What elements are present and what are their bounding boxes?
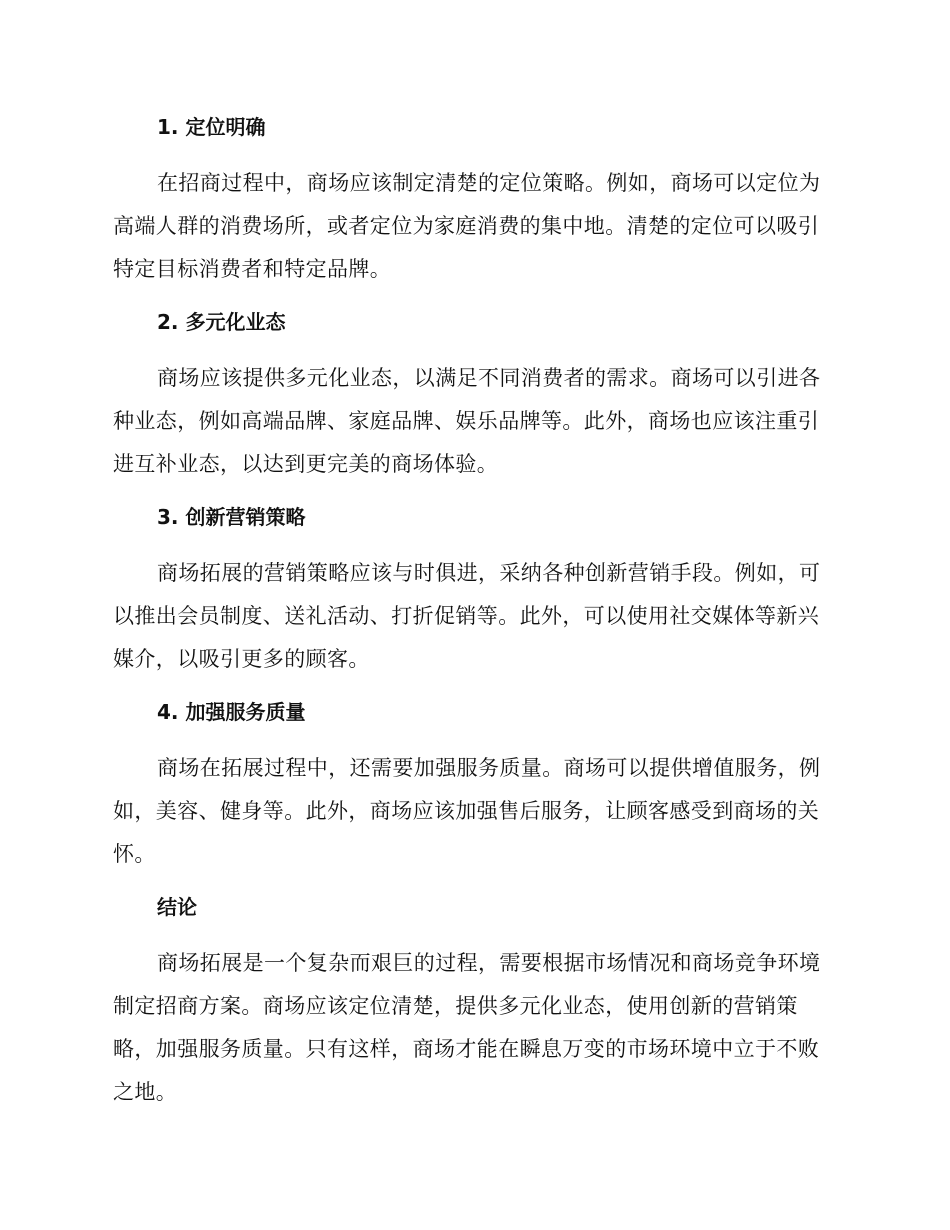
paragraph-line: 媒介，以吸引更多的顾客。 xyxy=(113,647,370,671)
paragraph-line: 制定招商方案。商场应该定位清楚，提供多元化业态，使用创新的营销策 xyxy=(113,994,798,1018)
section-heading-service-quality: 4. 加强服务质量 xyxy=(157,700,306,724)
section-paragraph-innovative-marketing xyxy=(113,552,833,681)
paragraph-line: 商场拓展是一个复杂而艰巨的过程，需要根据市场情况和商场竞争环境 xyxy=(157,951,821,975)
paragraph-line: 种业态，例如高端品牌、家庭品牌、娱乐品牌等。此外，商场也应该注重引 xyxy=(113,409,820,433)
section-heading-innovative-marketing: 3. 创新营销策略 xyxy=(157,505,306,529)
paragraph-line: 如，美容、健身等。此外，商场应该加强售后服务，让顾客感受到商场的关 xyxy=(113,799,820,823)
paragraph-line: 高端人群的消费场所，或者定位为家庭消费的集中地。清楚的定位可以吸引 xyxy=(113,214,820,238)
paragraph-line: 特定目标消费者和特定品牌。 xyxy=(113,257,392,281)
section-heading-diversified-formats: 2. 多元化业态 xyxy=(157,310,286,334)
section-paragraph-conclusion xyxy=(113,942,833,1114)
section-paragraph-positioning xyxy=(113,162,833,291)
paragraph-line: 略，加强服务质量。只有这样，商场才能在瞬息万变的市场环境中立于不败 xyxy=(113,1037,820,1061)
paragraph-line: 之地。 xyxy=(113,1080,178,1104)
paragraph-line: 商场在拓展过程中，还需要加强服务质量。商场可以提供增值服务，例 xyxy=(157,756,821,780)
section-heading-conclusion: 结论 xyxy=(157,895,197,919)
paragraph-line: 商场拓展的营销策略应该与时俱进，采纳各种创新营销手段。例如，可 xyxy=(157,561,821,585)
paragraph-line: 在招商过程中，商场应该制定清楚的定位策略。例如，商场可以定位为 xyxy=(157,171,821,195)
section-heading-positioning: 1. 定位明确 xyxy=(157,115,266,139)
paragraph-line: 进互补业态，以达到更完美的商场体验。 xyxy=(113,452,499,476)
document-body xyxy=(113,112,833,1130)
paragraph-line: 以推出会员制度、送礼活动、打折促销等。此外，可以使用社交媒体等新兴 xyxy=(113,604,820,628)
section-paragraph-service-quality xyxy=(113,747,833,876)
section-paragraph-diversified-formats xyxy=(113,357,833,486)
paragraph-line: 商场应该提供多元化业态，以满足不同消费者的需求。商场可以引进各 xyxy=(157,366,821,390)
paragraph-line: 怀。 xyxy=(113,842,156,866)
